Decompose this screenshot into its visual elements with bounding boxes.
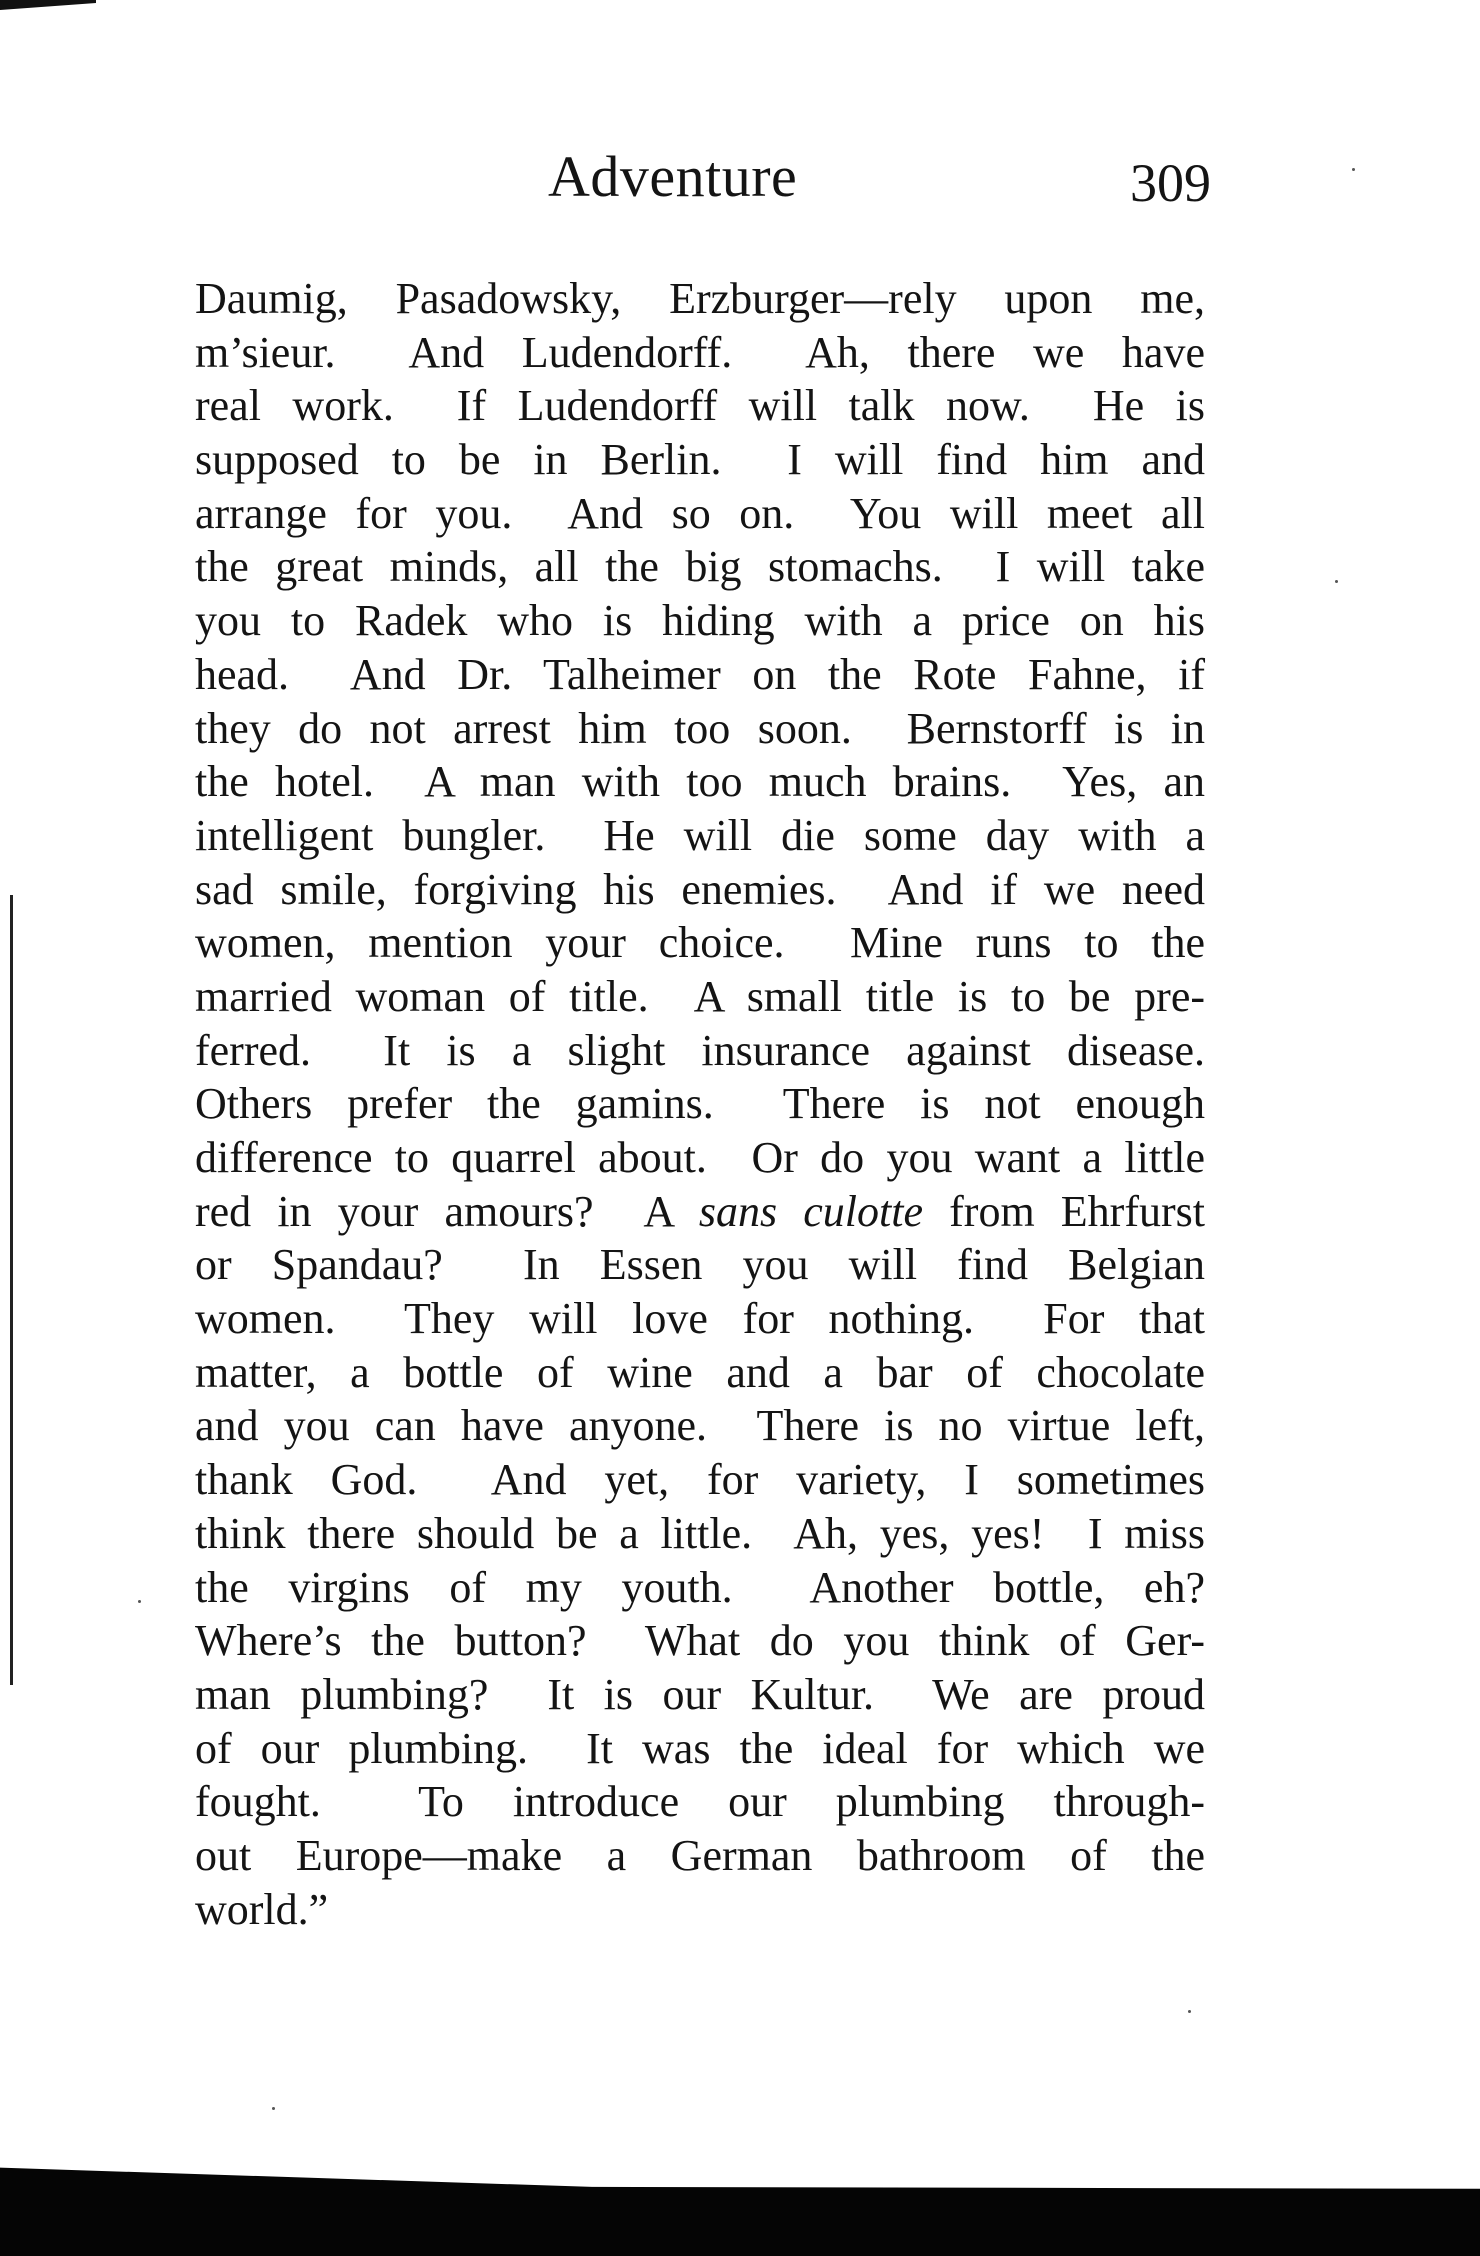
- text-line: supposed to be in Berlin. I will find him and: [195, 435, 1205, 485]
- text-line: and you can have anyone. There is no virtue left,: [195, 1401, 1205, 1451]
- text-line: the virgins of my youth. Another bottle, eh?: [195, 1562, 1205, 1612]
- scan-speck: [272, 2107, 275, 2110]
- text-line: you to Radek who is hiding with a price on his: [195, 596, 1205, 646]
- text-line: difference to quarrel about. Or do you want a little: [195, 1133, 1205, 1182]
- text-line: Daumig, Pasadowsky, Erzburger—rely upon me,: [195, 274, 1205, 323]
- text-line: head. And Dr. Talheimer on the Rote Fahne, if: [195, 649, 1205, 699]
- text-line: they do not arrest him too soon. Bernstorff is in: [195, 703, 1205, 753]
- text-segment: from Ehrfurst: [923, 1186, 1205, 1236]
- text-line: or Spandau? In Essen you will find Belgian: [195, 1240, 1205, 1290]
- scan-speck: [1335, 580, 1338, 583]
- text-line: the hotel. A man with too much brains. Yes, an: [195, 757, 1205, 807]
- text-line: sad smile, forgiving his enemies. And if we need: [195, 864, 1205, 914]
- scan-bottom-band: [0, 2160, 1480, 2256]
- text-line: [195, 1185, 1205, 1239]
- text-line: of our plumbing. It was the ideal for which we: [195, 1723, 1205, 1773]
- body-text: [195, 272, 1205, 1936]
- scan-left-edge: [10, 895, 13, 1685]
- italic-phrase: sans culotte: [698, 1186, 923, 1236]
- scan-speck: [1352, 168, 1355, 171]
- text-line: women, mention your choice. Mine runs to the: [195, 918, 1205, 968]
- text-line: fought. To introduce our plumbing through-: [195, 1777, 1205, 1827]
- text-line: thank God. And yet, for variety, I sometimes: [195, 1455, 1205, 1505]
- running-head: Adventure: [548, 144, 798, 209]
- text-line: married woman of title. A small title is to be pre-: [195, 971, 1205, 1021]
- text-line: ferred. It is a slight insurance against disease.: [195, 1025, 1205, 1075]
- text-line: Where’s the button? What do you think of Ger-: [195, 1616, 1205, 1666]
- scan-speck: [1188, 2010, 1191, 2013]
- text-line: intelligent bungler. He will die some day with a: [195, 810, 1205, 860]
- text-line: m’sieur. And Ludendorff. Ah, there we have: [195, 327, 1205, 377]
- text-line: Others prefer the gamins. There is not enough: [195, 1079, 1205, 1129]
- text-line: arrange for you. And so on. You will meet all: [195, 488, 1205, 538]
- text-line: world.”: [195, 1884, 329, 1934]
- text-line: women. They will love for nothing. For that: [195, 1294, 1205, 1344]
- scan-corner-mark: [0, 0, 96, 10]
- scan-speck: [138, 1600, 141, 1603]
- text-line: out Europe—make a German bathroom of the: [195, 1830, 1205, 1880]
- text-line: think there should be a little. Ah, yes, yes! I miss: [195, 1508, 1205, 1558]
- text-segment: red in your amours? A: [195, 1186, 699, 1236]
- page-number: 309: [1130, 153, 1211, 213]
- text-line: man plumbing? It is our Kultur. We are proud: [195, 1669, 1205, 1719]
- text-line: real work. If Ludendorff will talk now. He is: [195, 381, 1205, 431]
- text-line: the great minds, all the big stomachs. I will take: [195, 542, 1205, 592]
- text-line: matter, a bottle of wine and a bar of chocolate: [195, 1347, 1205, 1397]
